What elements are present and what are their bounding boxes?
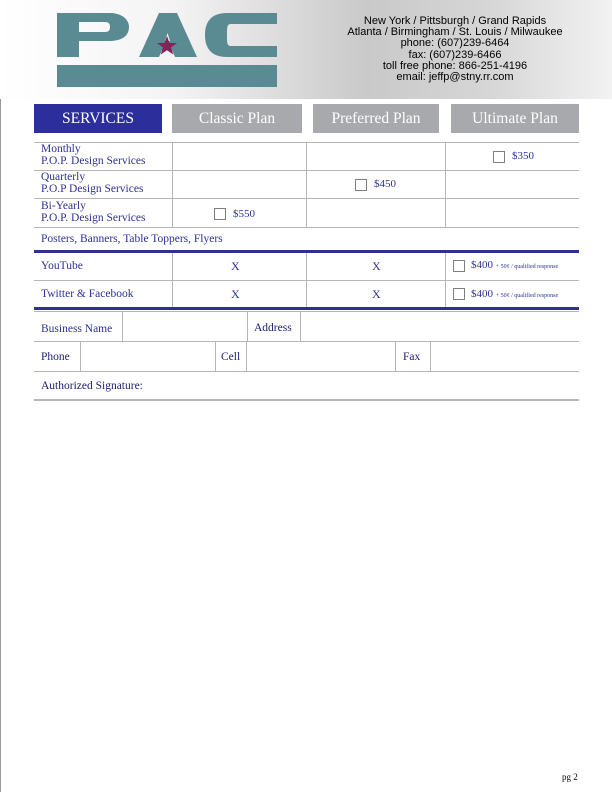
price-note: + 50¢ / qualified response [495,293,559,299]
column-divider [445,143,446,227]
price-amount: $400 [471,288,493,300]
form-rule [34,371,579,372]
table-rule [34,311,579,312]
contact-toll-free: toll free phone: 866-251-4196 [382,59,528,72]
form-rule [34,341,579,342]
field-divider [395,342,396,371]
list-item [41,172,143,195]
table-rule [34,227,579,228]
preferred-plan-header: Preferred Plan [313,104,439,133]
row-label-period: Quarterly [41,171,86,183]
field-divider [215,342,216,371]
cell-field[interactable] [247,343,395,371]
ultimate-monthly-checkbox[interactable] [493,151,505,163]
field-divider [247,312,248,341]
row-label-period: Bi-Yearly [41,200,86,212]
classic-plan-header: Classic Plan [172,104,302,133]
ultimate-twitter-facebook-checkbox[interactable] [453,288,465,300]
list-item [41,144,145,167]
section-divider [34,307,579,310]
address-field[interactable] [301,313,579,341]
signature-field[interactable] [150,373,579,399]
contact-locations-1: New York / Pittsburgh / Grand Rapids [363,15,547,27]
form-rule [34,399,579,401]
preferred-included-mark: X [372,259,381,273]
page-left-border [0,98,1,792]
preferred-included-mark: X [372,287,381,301]
price-label: $550 [233,208,255,220]
phone-label: Phone [41,351,70,363]
pac-logo [57,13,277,87]
business-name-field[interactable] [123,313,247,341]
extras-note: Posters, Banners, Table Toppers, Flyers [41,233,223,245]
social-row-label: Twitter & Facebook [41,288,134,300]
price-label: $350 [512,150,534,162]
column-divider [172,143,173,227]
contact-locations-2: Atlanta / Birmingham / St. Louis / Milwaukee [347,26,563,39]
price-label [471,259,558,271]
price-note: + 50¢ / qualified response [495,264,559,270]
column-divider [306,253,307,307]
business-name-label: Business Name [41,323,113,335]
list-item [41,201,145,224]
price-label: $450 [374,178,396,190]
classic-included-mark: X [231,259,240,273]
contact-email[interactable]: email: jeffp@stny.rr.com [396,71,514,84]
row-label-period: Monthly [41,143,81,155]
letterhead [0,0,612,99]
services-header: SERVICES [34,104,162,133]
cell-label: Cell [221,351,241,363]
classic-biyearly-checkbox[interactable] [214,208,226,220]
fax-field[interactable] [431,343,579,371]
ultimate-youtube-checkbox[interactable] [453,260,465,272]
classic-included-mark: X [231,287,240,301]
column-divider [172,253,173,307]
column-divider [445,253,446,307]
contact-phone: phone: (607)239-6464 [400,37,510,50]
row-label-service: P.O.P. Design Services [41,211,146,224]
price-label [471,288,558,300]
preferred-quarterly-checkbox[interactable] [355,179,367,191]
phone-field[interactable] [81,343,215,371]
authorized-signature-label: Authorized Signature: [41,380,143,392]
row-label-service: P.O.P. Design Services [41,154,146,167]
fax-label: Fax [403,351,421,363]
page-number: pg 2 [562,772,578,782]
column-divider [306,143,307,227]
address-label: Address [254,322,292,334]
contact-block [320,16,590,83]
row-label-service: P.O.P Design Services [41,182,144,195]
contact-fax: fax: (607)239-6466 [408,48,502,61]
ultimate-plan-header: Ultimate Plan [451,104,579,133]
social-row-label: YouTube [41,260,83,272]
price-amount: $400 [471,259,493,271]
